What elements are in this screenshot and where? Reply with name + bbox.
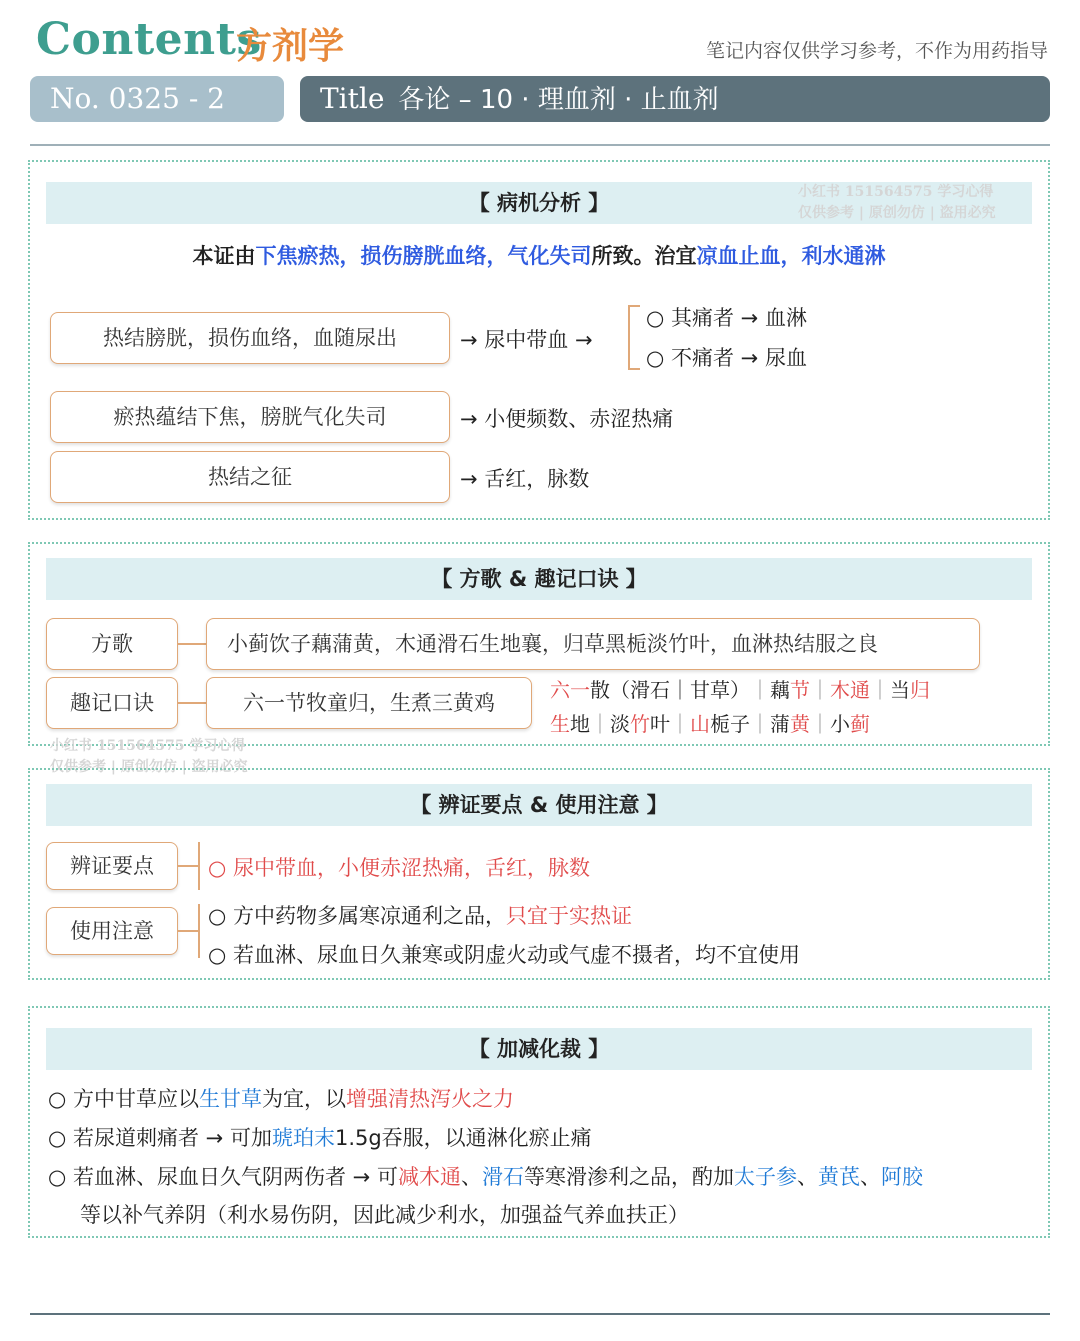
mod-text: ○ 方中甘草应以 bbox=[48, 1087, 199, 1111]
title-label: Title bbox=[320, 82, 385, 115]
pathology-box-1: 热结膀胱，损伤血络，血随尿出 bbox=[50, 312, 450, 364]
top-divider bbox=[30, 144, 1050, 146]
modification-item-2 bbox=[48, 1122, 592, 1152]
caution-item-1 bbox=[208, 900, 632, 930]
summary-part: 本证由 bbox=[192, 244, 256, 268]
summary-part: 所致。治宜 bbox=[591, 244, 697, 268]
watermark bbox=[798, 182, 996, 224]
mod-text: ○ 若血淋、尿血日久气阴两伤者 → 可 bbox=[48, 1165, 398, 1189]
disclaimer-note: 笔记内容仅供学习参考，不作为用药指导 bbox=[705, 40, 1048, 62]
caution-item-2: ○ 若血淋、尿血日久兼寒或阴虚火动或气虚不摄者，均不宜使用 bbox=[208, 943, 800, 967]
row1-option-1: ○ 其痛者 → 血淋 bbox=[646, 306, 807, 330]
mod-herb: 黄芪 bbox=[817, 1165, 860, 1189]
separator: ｜ bbox=[750, 678, 770, 702]
herb-key: 木通 bbox=[830, 678, 870, 702]
herb: 小 bbox=[830, 712, 850, 736]
herb-key: 节 bbox=[790, 678, 810, 702]
separator: ｜ bbox=[810, 678, 830, 702]
herb-key: 竹 bbox=[630, 712, 650, 736]
herb: 藕 bbox=[770, 678, 790, 702]
connector bbox=[178, 930, 198, 932]
mnemonic-breakdown-2 bbox=[550, 708, 870, 737]
contents-heading: Contents bbox=[36, 14, 262, 65]
mod-text: ○ 若尿道刺痛者 → 可加 bbox=[48, 1126, 272, 1150]
diagnosis-heading: 【 辨证要点 & 使用注意 】 bbox=[46, 784, 1032, 826]
title-text: 各论 – 10 · 理血剂 · 止血剂 bbox=[398, 85, 719, 115]
fangge-text: 小蓟饮子藕蒲黄，木通滑石生地襄，归草黑栀淡竹叶，血淋热结服之良 bbox=[206, 618, 980, 670]
mnemonic-text: 六一节牧童归，生煮三黄鸡 bbox=[206, 677, 532, 729]
section-modification bbox=[28, 1006, 1050, 1238]
modification-item-1 bbox=[48, 1083, 514, 1113]
herb: 淡 bbox=[610, 712, 630, 736]
key-points-text: ○ 尿中带血，小便赤涩热痛，舌红，脉数 bbox=[208, 856, 590, 880]
herb-key: 黄 bbox=[790, 712, 810, 736]
modification-item-3 bbox=[48, 1161, 923, 1191]
fangge-label: 方歌 bbox=[46, 618, 178, 670]
pathology-box-3: 热结之征 bbox=[50, 451, 450, 503]
connector bbox=[198, 904, 200, 958]
mod-text: 、 bbox=[796, 1165, 818, 1189]
bottom-divider bbox=[30, 1313, 1050, 1315]
mod-herb: 阿胶 bbox=[880, 1165, 923, 1189]
mod-text: 等寒滑渗利之品，酌加 bbox=[523, 1165, 734, 1189]
summary-highlight: 凉血止血，利水通淋 bbox=[696, 244, 886, 268]
mod-highlight: 增强清热泻火之力 bbox=[346, 1087, 514, 1111]
mod-herb: 生甘草 bbox=[199, 1087, 262, 1111]
watermark-line1: 小红书 151564575 学习心得 bbox=[798, 184, 994, 200]
herb-key: 归 bbox=[910, 678, 930, 702]
row3-result: → 舌红，脉数 bbox=[460, 467, 590, 491]
row1-option-2: ○ 不痛者 → 尿血 bbox=[646, 346, 807, 370]
bracket-bottom bbox=[628, 368, 640, 370]
herb-key: 生 bbox=[550, 712, 570, 736]
section-pathology bbox=[28, 160, 1050, 520]
mod-herb: 滑石 bbox=[481, 1165, 524, 1189]
row1-result: → 尿中带血 → bbox=[460, 328, 593, 352]
caution-text: ○ 方中药物多属寒凉通利之品， bbox=[208, 904, 506, 928]
note-number: No. 0325 - 2 bbox=[50, 82, 225, 115]
separator: ｜ bbox=[590, 712, 610, 736]
caution-highlight: 只宜于实热证 bbox=[506, 904, 632, 928]
connector bbox=[178, 643, 206, 645]
separator: ｜ bbox=[810, 712, 830, 736]
mod-text: 1.5g吞服，以通淋化瘀止痛 bbox=[334, 1126, 592, 1150]
mnemonic-breakdown-1 bbox=[550, 674, 930, 703]
mod-herb: 琥珀末 bbox=[271, 1126, 335, 1150]
pathology-box-2: 瘀热蕴结下焦，膀胱气化失司 bbox=[50, 391, 450, 443]
song-heading: 【 方歌 & 趣记口诀 】 bbox=[46, 558, 1032, 600]
summary-highlight: 下焦瘀热，损伤膀胱血络，气化失司 bbox=[255, 244, 592, 268]
mod-text: 、 bbox=[460, 1165, 482, 1189]
note-number-bar bbox=[30, 76, 284, 122]
mod-text: 为宜，以 bbox=[262, 1087, 346, 1111]
watermark-line2: 仅供参考 | 原创勿仿 | 盗用必究 bbox=[798, 205, 996, 221]
herb-key: 六一 bbox=[550, 678, 590, 702]
herb: 蒲 bbox=[770, 712, 790, 736]
mod-highlight: 减木通 bbox=[397, 1165, 461, 1189]
mod-herb: 太子参 bbox=[733, 1165, 797, 1189]
connector bbox=[178, 702, 206, 704]
herb: 散（滑石｜甘草） bbox=[590, 678, 750, 702]
modification-heading: 【 加减化裁 】 bbox=[46, 1028, 1032, 1070]
row2-result: → 小便频数、赤涩热痛 bbox=[460, 407, 674, 431]
herb-key: 蓟 bbox=[850, 712, 870, 736]
title-bar bbox=[300, 76, 1050, 122]
herb: 栀子 bbox=[710, 712, 750, 736]
modification-item-3-cont: 等以补气养阴（利水易伤阴，因此减少利水，加强益气养血扶正） bbox=[80, 1203, 689, 1227]
separator: ｜ bbox=[750, 712, 770, 736]
key-points-label: 辨证要点 bbox=[46, 842, 178, 890]
separator: ｜ bbox=[870, 678, 890, 702]
connector bbox=[198, 842, 200, 890]
mod-text: 、 bbox=[859, 1165, 881, 1189]
subject-title: 方剂学 bbox=[236, 26, 345, 67]
caution-label: 使用注意 bbox=[46, 907, 178, 955]
connector bbox=[178, 865, 198, 867]
herb: 地 bbox=[570, 712, 590, 736]
pathology-summary bbox=[30, 240, 1048, 270]
watermark-line1: 小红书 151564575 学习心得 bbox=[50, 738, 246, 754]
herb: 叶 bbox=[650, 712, 670, 736]
herb: 当 bbox=[890, 678, 910, 702]
bracket-top bbox=[628, 305, 640, 307]
herb-key: 山 bbox=[690, 712, 710, 736]
mnemonic-label: 趣记口诀 bbox=[46, 677, 178, 729]
bracket-line bbox=[628, 305, 630, 370]
watermark-line2: 仅供参考 | 原创勿仿 | 盗用必究 bbox=[50, 759, 248, 775]
pathology-heading: 【 病机分析 】 bbox=[46, 182, 1032, 224]
separator: ｜ bbox=[670, 712, 690, 736]
section-song bbox=[28, 542, 1050, 746]
section-diagnosis bbox=[28, 768, 1050, 980]
